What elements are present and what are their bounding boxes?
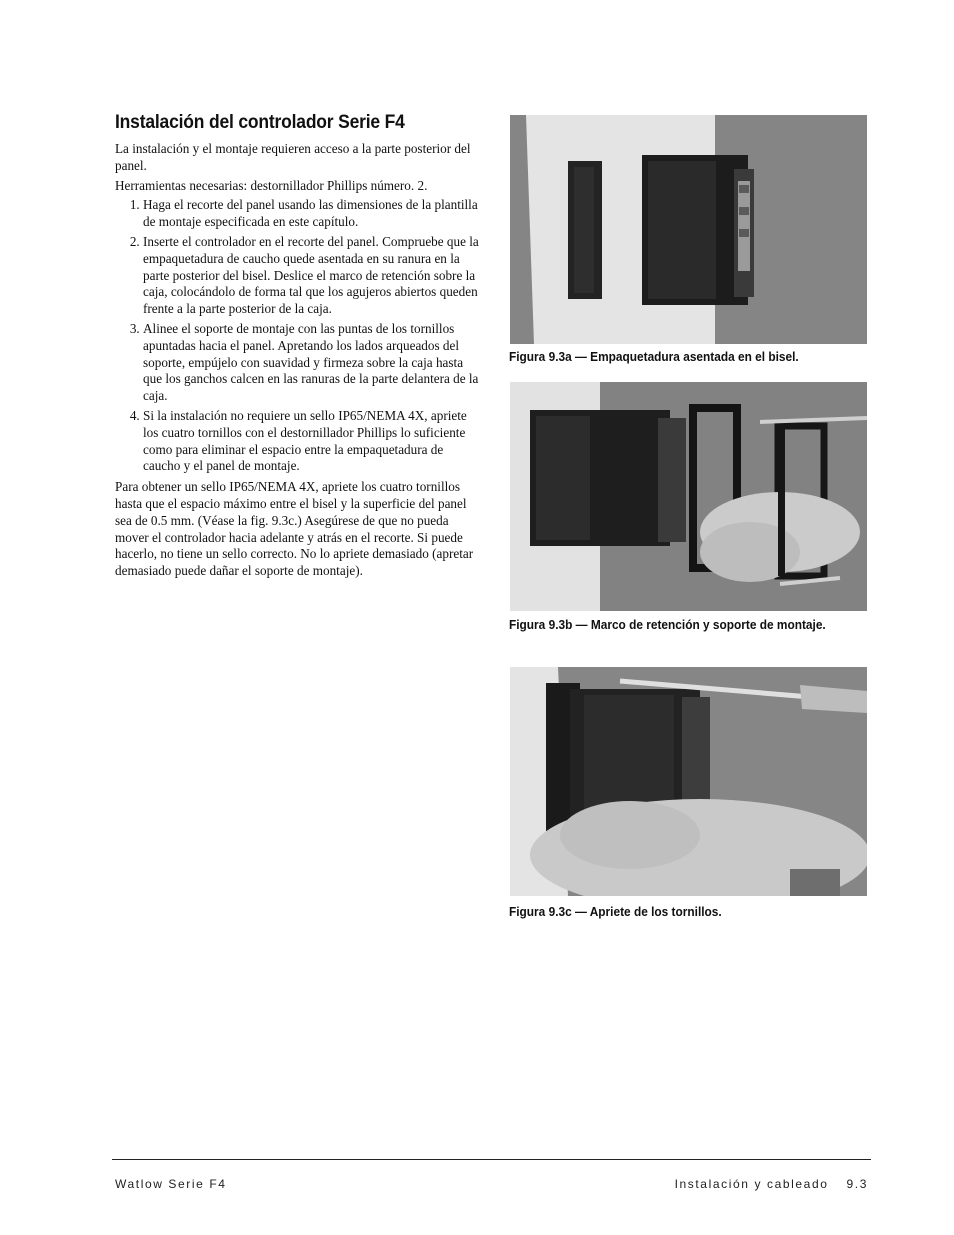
intro-paragraph: La instalación y el montaje requieren acceso a la parte posterior del panel. — [115, 141, 471, 173]
page-number: 9.3 — [846, 1177, 868, 1191]
figure-9-3c-caption: Figura 9.3c — Apriete de los tornillos. — [509, 905, 722, 919]
seal-paragraph: Para obtener un sello IP65/NEMA 4X, apriete los cuatro tornillos hasta que el espacio máximo entre el bisel y la superficie del panel sea de 0.5 mm. (Véase la fig. 9.3c.) Asegúrese de que no pueda mover el controlador hacia adelante y atrás en el recorte. Si puede hacerlo, no tiene un sello correcto. No lo apriete demasiado (apretar demasiado puede dañar el soporte de montaje). — [115, 479, 474, 579]
body-text — [115, 141, 483, 583]
footer-section-title: Instalación y cableado — [674, 1177, 829, 1191]
figure-9-3b-photo — [510, 382, 867, 611]
figure-9-3c-photo — [510, 667, 867, 896]
step-item: 3. Alinee el soporte de montaje con las puntas de los tornillos apuntadas hacia el panel. Apretando los lados arqueados del soporte, empújelo con suavidad y firmeza sobre la caja hasta que los ganchos calcen en las ranuras de la parte delantera de la caja. — [143, 321, 483, 405]
tools-paragraph: Herramientas necesarias: destornillador Phillips número. 2. — [115, 177, 428, 193]
step-item: 2. Inserte el controlador en el recorte del panel. Compruebe que la empaquetadura de caucho quede asentada en su ranura en la parte posterior del bisel. Deslice el marco de retención sobre la caja, colocándolo de forma tal que los agujeros abiertos queden frente a la parte posterior de la caja. — [143, 234, 483, 318]
figure-9-3b-caption: Figura 9.3b — Marco de retención y soporte de montaje. — [509, 618, 826, 632]
footer-section — [675, 1177, 868, 1191]
step-item: 4. Si la instalación no requiere un sello IP65/NEMA 4X, apriete los cuatro tornillos con el destornillador Phillips lo suficiente como para eliminar el espacio entre la empaquetadura de caucho y el panel de montaje. — [143, 408, 483, 475]
step-item: 1. Haga el recorte del panel usando las dimensiones de la plantilla de montaje especificada en este capítulo. — [143, 197, 483, 231]
footer-rule — [112, 1159, 871, 1160]
page-title: Instalación del controlador Serie F4 — [115, 112, 405, 133]
footer-product: Watlow Serie F4 — [115, 1177, 227, 1191]
installation-steps — [115, 197, 483, 475]
figure-9-3a-photo — [510, 115, 867, 344]
figure-9-3a-caption: Figura 9.3a — Empaquetadura asentada en el bisel. — [509, 350, 799, 364]
